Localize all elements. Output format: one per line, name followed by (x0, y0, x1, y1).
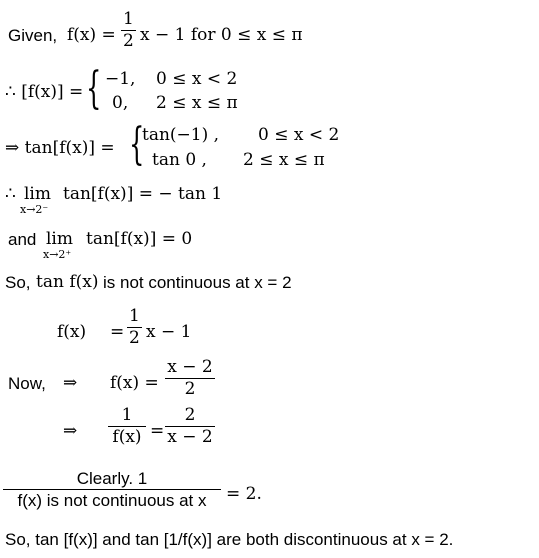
conclusion-statement: So, tan [f(x)] and tan [1/f(x)] are both discontinuous at x = 2. (5, 530, 454, 549)
case1-condition: 0 ≤ x < 2 (258, 125, 340, 145)
implies-arrow: ⇒ (63, 373, 78, 393)
left-limit-expression: tan[f(x)] = − tan 1 (63, 184, 223, 204)
fraction-numerator: x − 2 (167, 357, 213, 377)
fraction-one-over-fx (108, 407, 146, 446)
fraction-denominator: 2 (129, 328, 140, 348)
fraction-denominator: f(x) (112, 427, 142, 447)
equals-sign: = (110, 322, 125, 342)
fraction-x-minus-2-over-2 (165, 359, 215, 398)
left-brace: { (129, 119, 145, 170)
limit-subscript: x→2⁺ (43, 248, 72, 261)
tan-greatest-integer-lhs: ⇒ tan[f(x)] = (5, 138, 115, 158)
case1-condition: 0 ≤ x < 2 (156, 69, 238, 89)
right-limit-expression: tan[f(x)] = 0 (86, 229, 193, 249)
given-label: Given, (8, 26, 58, 45)
fx-rest: x − 1 (146, 322, 192, 342)
fraction-two-over-x-minus-2 (165, 407, 215, 446)
tan-fx-expression: tan f(x) (36, 272, 99, 292)
fraction-numerator: 1 (121, 405, 133, 425)
not-continuous-statement: is not continuous at x = 2 (103, 273, 292, 292)
left-brace: { (86, 63, 102, 114)
limit-operator: lim (24, 184, 51, 204)
fraction-numerator: 2 (184, 405, 196, 425)
now-label: Now, (8, 374, 46, 393)
fraction-bar (3, 489, 221, 490)
therefore-symbol: ∴ (5, 184, 16, 204)
limit-operator: lim (46, 229, 73, 249)
case1-value: −1, (105, 69, 136, 89)
fraction-numerator: Clearly. 1 (76, 469, 148, 488)
equals-sign: = (150, 421, 165, 441)
greatest-integer-lhs: ∴ [f(x)] = (5, 82, 84, 102)
fraction-numerator: 1 (123, 9, 134, 29)
fraction-numerator: 1 (129, 306, 140, 326)
fx-lhs: f(x) = (110, 373, 159, 393)
case2-value: tan 0 , (152, 150, 207, 170)
fx-definition: f(x) = (67, 25, 116, 45)
implies-arrow: ⇒ (63, 421, 78, 441)
and-label: and (8, 230, 37, 249)
fraction-denominator: 2 (184, 379, 196, 399)
case2-value: 0, (112, 93, 129, 113)
fraction-denominator: 2 (123, 31, 134, 51)
case2-condition: 2 ≤ x ≤ π (243, 150, 325, 170)
clearly-fraction (3, 470, 221, 509)
fraction-one-half (127, 308, 142, 347)
case1-value: tan(−1) , (142, 125, 220, 145)
fx-lhs: f(x) (57, 322, 87, 342)
fraction-denominator: f(x) is not continuous at x (17, 491, 207, 510)
fx-definition-rest: x − 1 for 0 ≤ x ≤ π (140, 25, 303, 45)
case2-condition: 2 ≤ x ≤ π (156, 93, 238, 113)
fraction-denominator: x − 2 (167, 427, 213, 447)
limit-subscript: x→2⁻ (20, 203, 49, 216)
so-label: So, (5, 273, 31, 292)
equals-two: = 2. (226, 484, 262, 504)
fraction-one-half (121, 11, 136, 50)
